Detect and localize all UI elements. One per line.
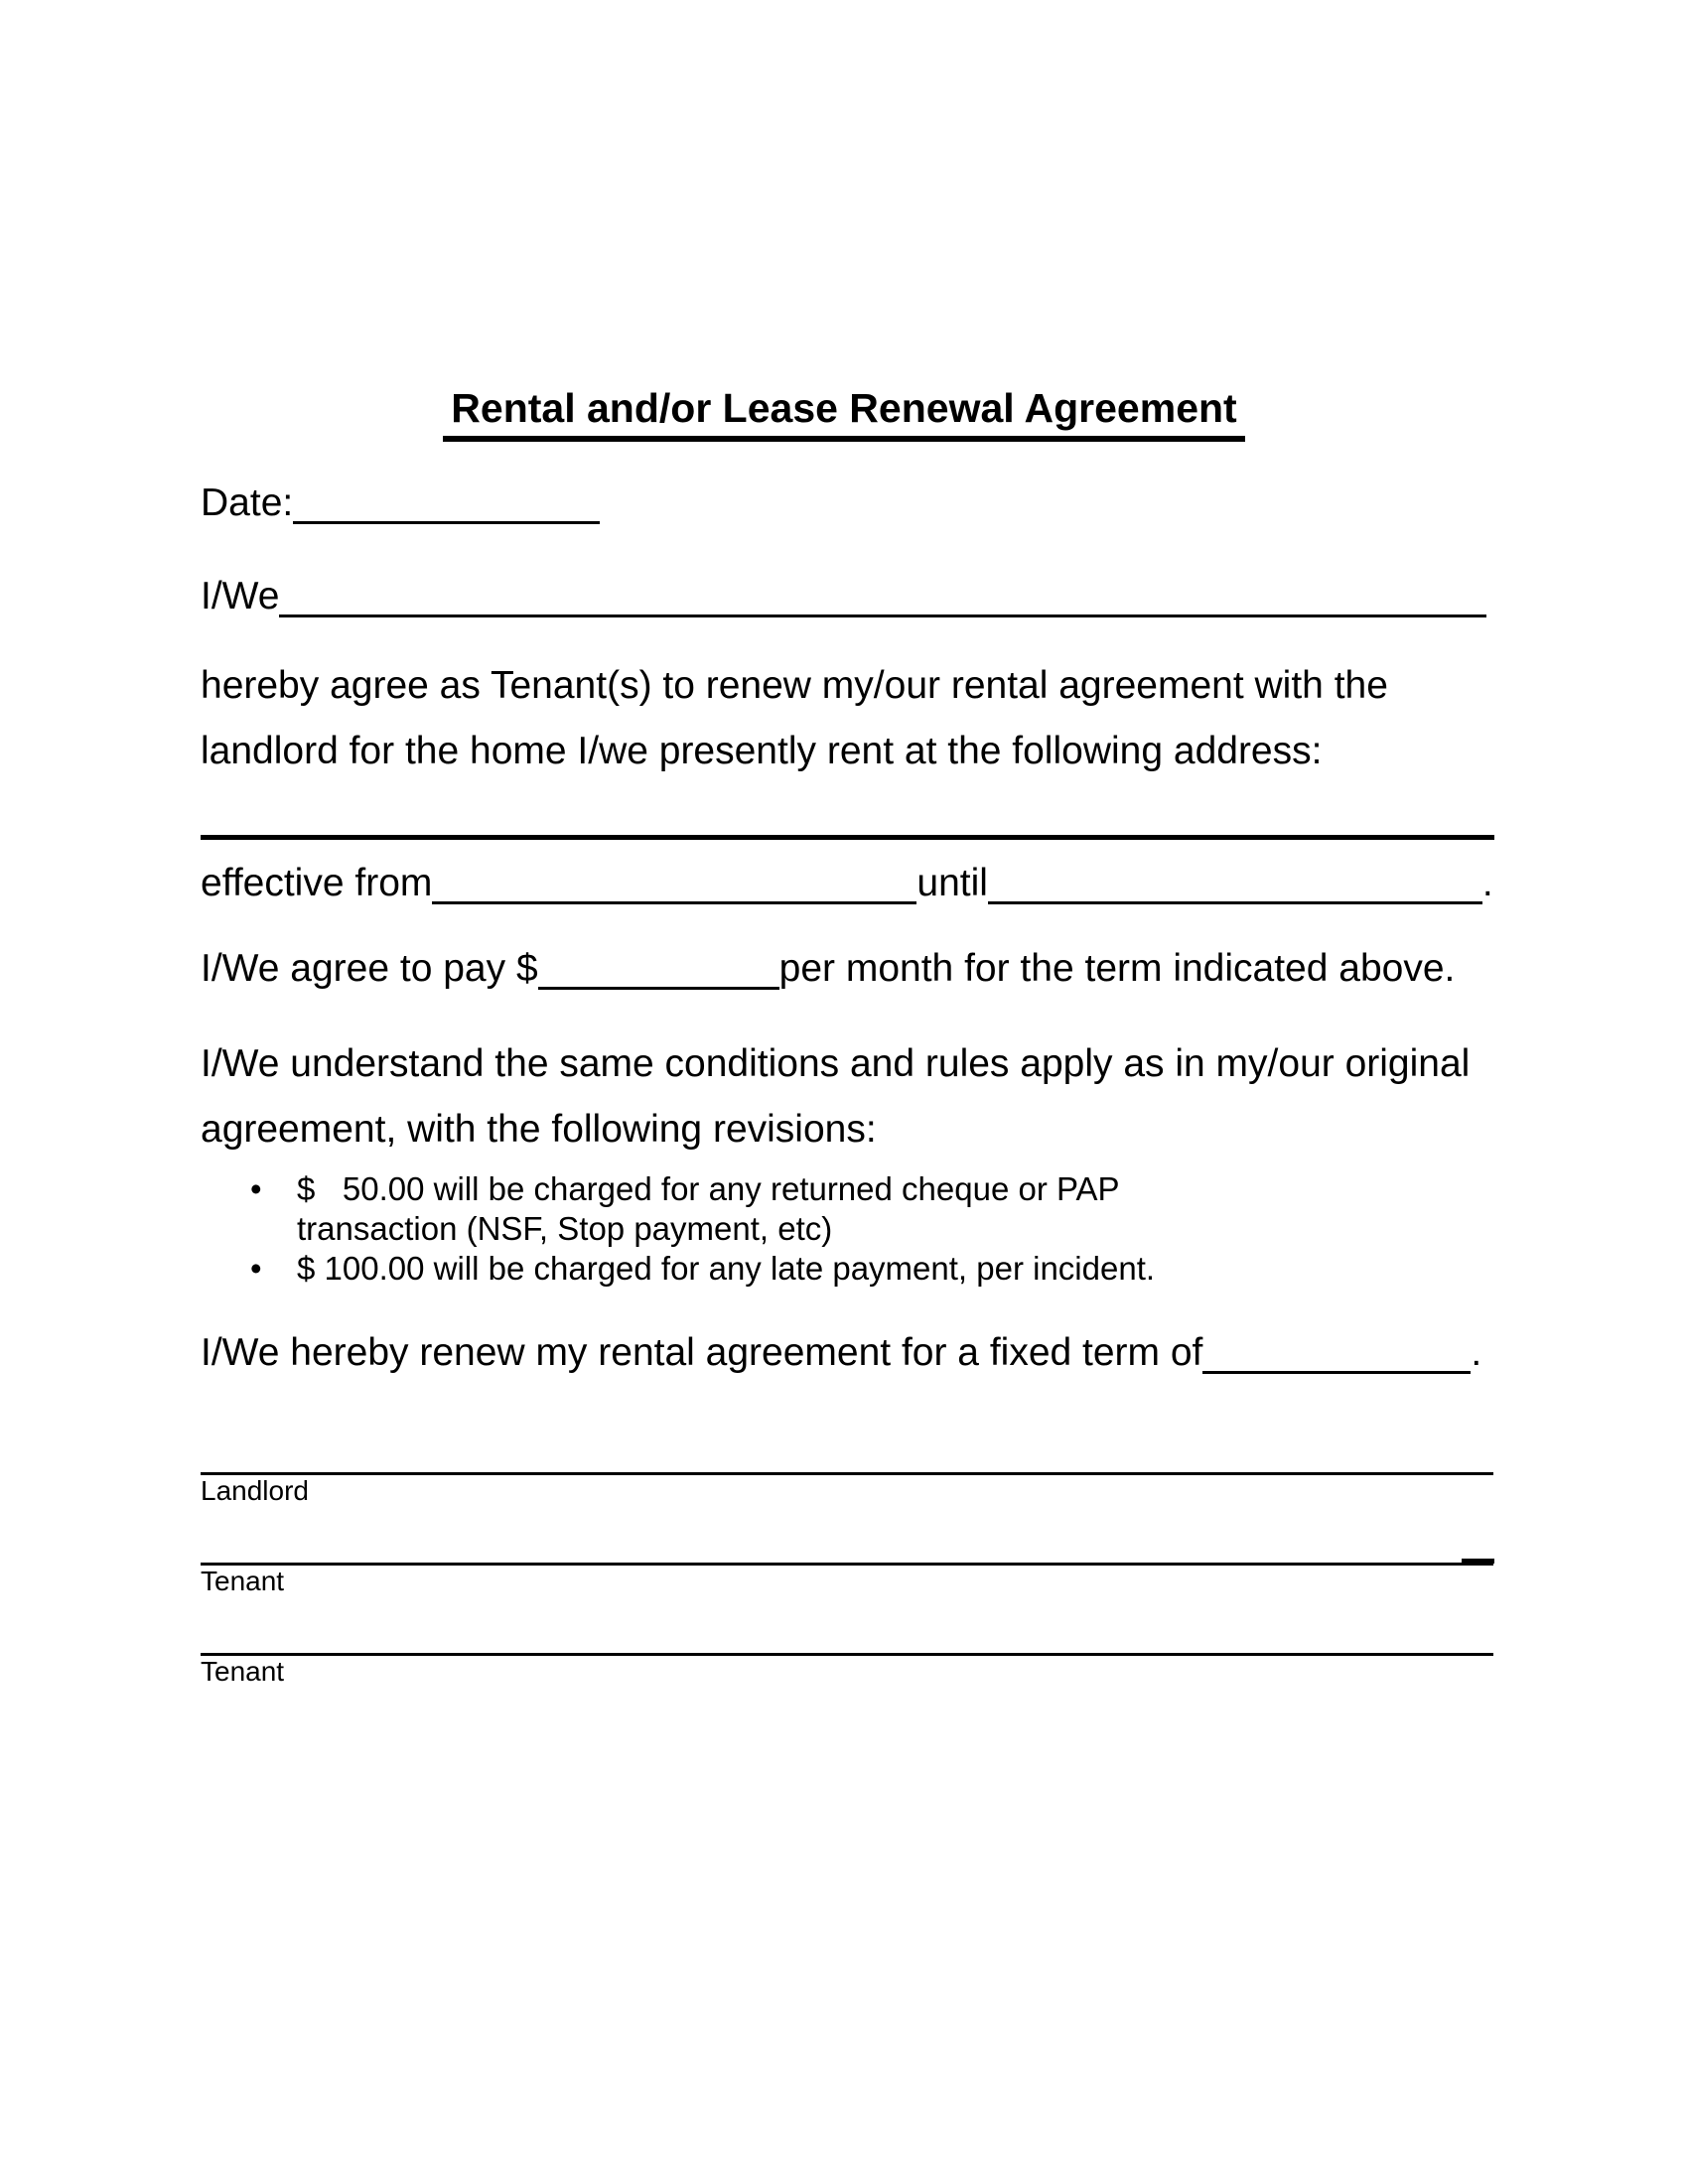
address-blank-line[interactable] [201,835,1494,840]
stray-pen-dash [1462,1559,1494,1564]
document-title: Rental and/or Lease Renewal Agreement [443,384,1244,442]
renew-period: . [1471,1331,1482,1374]
revisions-list [201,1169,1342,1289]
list-item [201,1249,1342,1289]
fixed-term-blank[interactable] [1202,1371,1471,1374]
date-row [201,479,600,527]
pay-row [201,945,1455,993]
list-item [201,1169,1342,1249]
until-label: until [916,862,988,904]
tenant-names-blank[interactable] [279,614,1486,617]
tenant-label-1: Tenant [201,1566,285,1596]
bullet-marker: • [250,1170,262,1207]
pay-suffix-label: per month for the term indicated above. [778,947,1456,990]
party-label: I/We [201,575,280,617]
bullet-1-line-2: transaction (NSF, Stop payment, etc) [297,1210,833,1247]
effective-from-label: effective from [201,862,433,904]
party-row [201,573,1486,620]
title-row [0,384,1688,442]
renew-prefix-label: I/We hereby renew my rental agreement for a fixed term of [201,1331,1203,1374]
bullet-marker: • [250,1250,262,1287]
renew-row [201,1329,1481,1377]
tenant-label-2: Tenant [201,1656,285,1687]
intro-line-2: landlord for the home I/we presently rent at the following address: [201,730,1323,772]
intro-paragraph [201,653,1388,784]
date-blank[interactable] [293,521,600,524]
bullet-1-line-1: $ 50.00 will be charged for any returned cheque or PAP [297,1170,1120,1207]
effective-period: . [1481,862,1493,904]
bullet-2-line-1: $ 100.00 will be charged for any late payment, per incident. [297,1250,1156,1287]
revisions-paragraph [201,1031,1470,1162]
pay-prefix-label: I/We agree to pay $ [201,947,538,990]
rent-amount-blank[interactable] [538,987,779,990]
tenant-signature-line-2[interactable] [201,1653,1493,1656]
understand-line-2: agreement, with the following revisions: [201,1108,877,1151]
landlord-signature-line[interactable] [201,1472,1493,1475]
effective-row [201,860,1493,907]
understand-line-1: I/We understand the same conditions and rules apply as in my/our original [201,1042,1471,1085]
effective-from-blank[interactable] [432,901,916,904]
until-blank[interactable] [988,901,1482,904]
date-label: Date: [201,481,294,524]
intro-line-1: hereby agree as Tenant(s) to renew my/our rental agreement with the [201,664,1388,707]
landlord-label: Landlord [201,1475,309,1506]
tenant-signature-line-1[interactable] [201,1563,1493,1566]
